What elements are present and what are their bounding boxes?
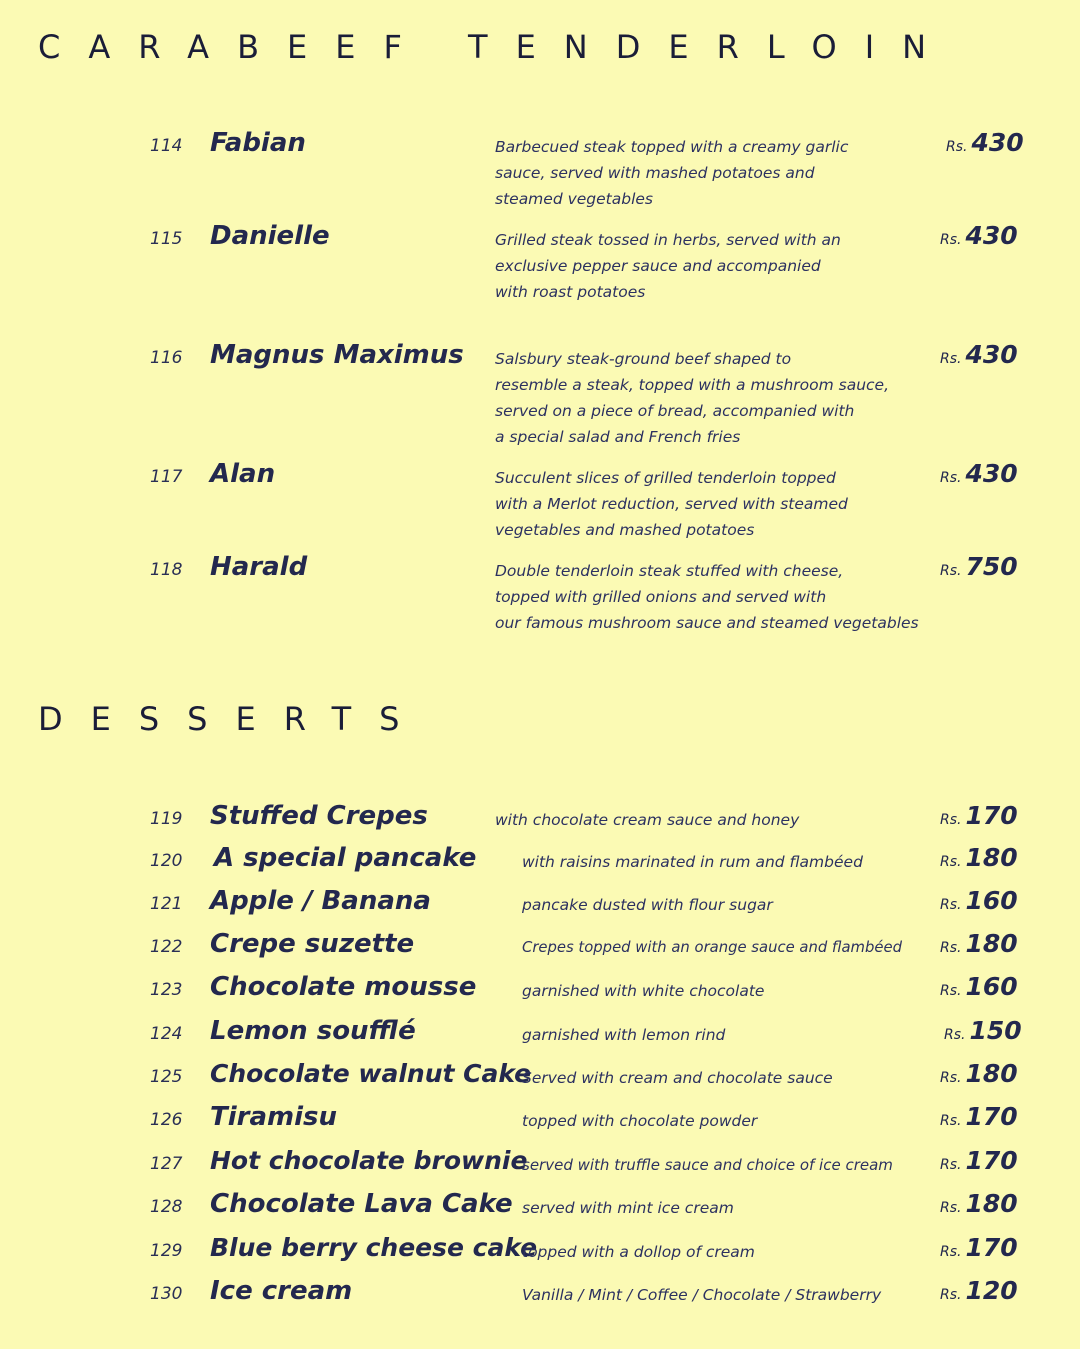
desc-line: Succulent slices of grilled tenderloin topped xyxy=(495,469,836,487)
currency-label: Rs. xyxy=(946,139,968,155)
currency-label: Rs. xyxy=(940,1200,962,1216)
price-amount: 750 xyxy=(965,552,1018,581)
currency-label: Rs. xyxy=(940,1113,962,1129)
item-price xyxy=(944,1016,1022,1045)
currency-label: Rs. xyxy=(940,854,962,870)
item-number: 127 xyxy=(150,1154,183,1174)
price-amount: 430 xyxy=(971,128,1024,157)
item-price xyxy=(940,1102,1018,1131)
currency-label: Rs. xyxy=(940,983,962,999)
price-amount: 150 xyxy=(969,1016,1022,1045)
currency-label: Rs. xyxy=(940,1287,962,1303)
item-description: Served with cream and chocolate sauce xyxy=(522,1069,833,1087)
item-number: 130 xyxy=(150,1284,183,1304)
desc-line: exclusive pepper sauce and accompanied xyxy=(495,257,821,275)
currency-label: Rs. xyxy=(940,470,962,486)
item-description xyxy=(495,346,889,450)
item-price xyxy=(940,886,1018,915)
item-price xyxy=(940,1233,1018,1262)
currency-label: Rs. xyxy=(940,897,962,913)
item-description: pancake dusted with flour sugar xyxy=(522,896,773,914)
item-name: Harald xyxy=(210,552,308,582)
item-price xyxy=(940,1276,1018,1305)
item-price xyxy=(940,801,1018,830)
currency-label: Rs. xyxy=(940,563,962,579)
desc-line: sauce, served with mashed potatoes and xyxy=(495,164,815,182)
price-amount: 180 xyxy=(965,843,1018,872)
item-number: 114 xyxy=(150,136,183,156)
item-name: Stuffed Crepes xyxy=(210,801,428,831)
item-price xyxy=(940,459,1018,488)
item-name: Blue berry cheese cake xyxy=(210,1233,538,1262)
currency-label: Rs. xyxy=(940,1070,962,1086)
price-amount: 430 xyxy=(965,459,1018,488)
item-description xyxy=(495,558,919,636)
item-number: 126 xyxy=(150,1110,183,1130)
item-price xyxy=(940,972,1018,1001)
item-description: served with mint ice cream xyxy=(522,1199,734,1217)
item-number: 128 xyxy=(150,1197,183,1217)
item-description: with raisins marinated in rum and flambéed xyxy=(522,853,863,871)
price-amount: 160 xyxy=(965,886,1018,915)
item-description xyxy=(495,134,848,212)
item-description: Vanilla / Mint / Coffee / Chocolate / Strawberry xyxy=(522,1286,882,1304)
price-amount: 180 xyxy=(965,1189,1018,1218)
desc-line: a special salad and French fries xyxy=(495,428,741,446)
price-amount: 120 xyxy=(965,1276,1018,1305)
item-number: 118 xyxy=(150,560,183,580)
item-number: 117 xyxy=(150,467,183,487)
item-number: 122 xyxy=(150,937,183,957)
item-name: Hot chocolate brownie xyxy=(210,1146,528,1175)
item-number: 120 xyxy=(150,851,183,871)
item-description xyxy=(495,465,848,543)
currency-label: Rs. xyxy=(940,232,962,248)
currency-label: Rs. xyxy=(944,1027,966,1043)
item-price xyxy=(940,340,1018,369)
item-number: 116 xyxy=(150,348,183,368)
item-price xyxy=(940,221,1018,250)
desc-line: served on a piece of bread, accompanied with xyxy=(495,402,855,420)
price-amount: 170 xyxy=(965,1146,1018,1175)
currency-label: Rs. xyxy=(940,1157,962,1173)
item-description: with chocolate cream sauce and honey xyxy=(495,811,800,829)
item-name: Crepe suzette xyxy=(210,929,415,959)
item-name: Danielle xyxy=(210,221,330,251)
desc-line: Double tenderloin steak stuffed with cheese, xyxy=(495,562,844,580)
item-description: Crepes topped with an orange sauce and flambéed xyxy=(522,939,902,956)
currency-label: Rs. xyxy=(940,1244,962,1260)
price-amount: 430 xyxy=(965,221,1018,250)
item-number: 115 xyxy=(150,229,183,249)
desc-line: with roast potatoes xyxy=(495,283,646,301)
item-name: Alan xyxy=(210,459,276,489)
item-description: served with truffle sauce and choice of ice cream xyxy=(522,1156,893,1174)
item-price xyxy=(940,1146,1018,1175)
item-name: Fabian xyxy=(210,128,306,158)
desc-line: Grilled steak tossed in herbs, served with an xyxy=(495,231,841,249)
item-name: Lemon soufflé xyxy=(210,1016,416,1046)
price-amount: 170 xyxy=(965,1102,1018,1131)
item-description: topped with chocolate powder xyxy=(522,1112,758,1130)
desc-line: resemble a steak, topped with a mushroom sauce, xyxy=(495,376,890,394)
item-description xyxy=(495,227,841,305)
section-title-desserts: DESSERTS xyxy=(38,700,428,738)
section-title-carabeef: CARABEEF TENDERLOIN xyxy=(38,28,955,66)
item-number: 129 xyxy=(150,1241,183,1261)
item-number: 124 xyxy=(150,1024,183,1044)
item-description: garnished with white chocolate xyxy=(522,982,765,1000)
item-description: garnished with lemon rind xyxy=(522,1026,726,1044)
item-name: A special pancake xyxy=(214,843,477,873)
currency-label: Rs. xyxy=(940,812,962,828)
item-name: Ice cream xyxy=(210,1276,353,1306)
item-price xyxy=(940,1189,1018,1218)
item-price xyxy=(940,843,1018,872)
price-amount: 170 xyxy=(965,801,1018,830)
item-price xyxy=(940,1059,1018,1088)
item-name: Chocolate walnut Cake xyxy=(210,1059,532,1088)
item-price xyxy=(940,552,1018,581)
item-price xyxy=(946,128,1024,157)
price-amount: 160 xyxy=(965,972,1018,1001)
price-amount: 170 xyxy=(965,1233,1018,1262)
currency-label: Rs. xyxy=(940,940,962,956)
item-name: Apple / Banana xyxy=(210,886,431,916)
currency-label: Rs. xyxy=(940,351,962,367)
item-name: Magnus Maximus xyxy=(210,340,464,370)
price-amount: 430 xyxy=(965,340,1018,369)
desc-line: steamed vegetables xyxy=(495,190,654,208)
desc-line: vegetables and mashed potatoes xyxy=(495,521,755,539)
item-name: Tiramisu xyxy=(210,1102,338,1132)
desc-line: with a Merlot reduction, served with steamed xyxy=(495,495,848,513)
desc-line: Salsbury steak-ground beef shaped to xyxy=(495,350,792,368)
item-number: 123 xyxy=(150,980,183,1000)
item-number: 125 xyxy=(150,1067,183,1087)
desc-line: topped with grilled onions and served with xyxy=(495,588,827,606)
item-description: topped with a dollop of cream xyxy=(522,1243,755,1261)
desc-line: Barbecued steak topped with a creamy garlic xyxy=(495,138,849,156)
desc-line: our famous mushroom sauce and steamed vegetables xyxy=(495,614,919,632)
item-number: 119 xyxy=(150,809,183,829)
price-amount: 180 xyxy=(965,1059,1018,1088)
item-number: 121 xyxy=(150,894,183,914)
price-amount: 180 xyxy=(965,929,1018,958)
item-price xyxy=(940,929,1018,958)
item-name: Chocolate mousse xyxy=(210,972,477,1002)
item-name: Chocolate Lava Cake xyxy=(210,1189,513,1219)
